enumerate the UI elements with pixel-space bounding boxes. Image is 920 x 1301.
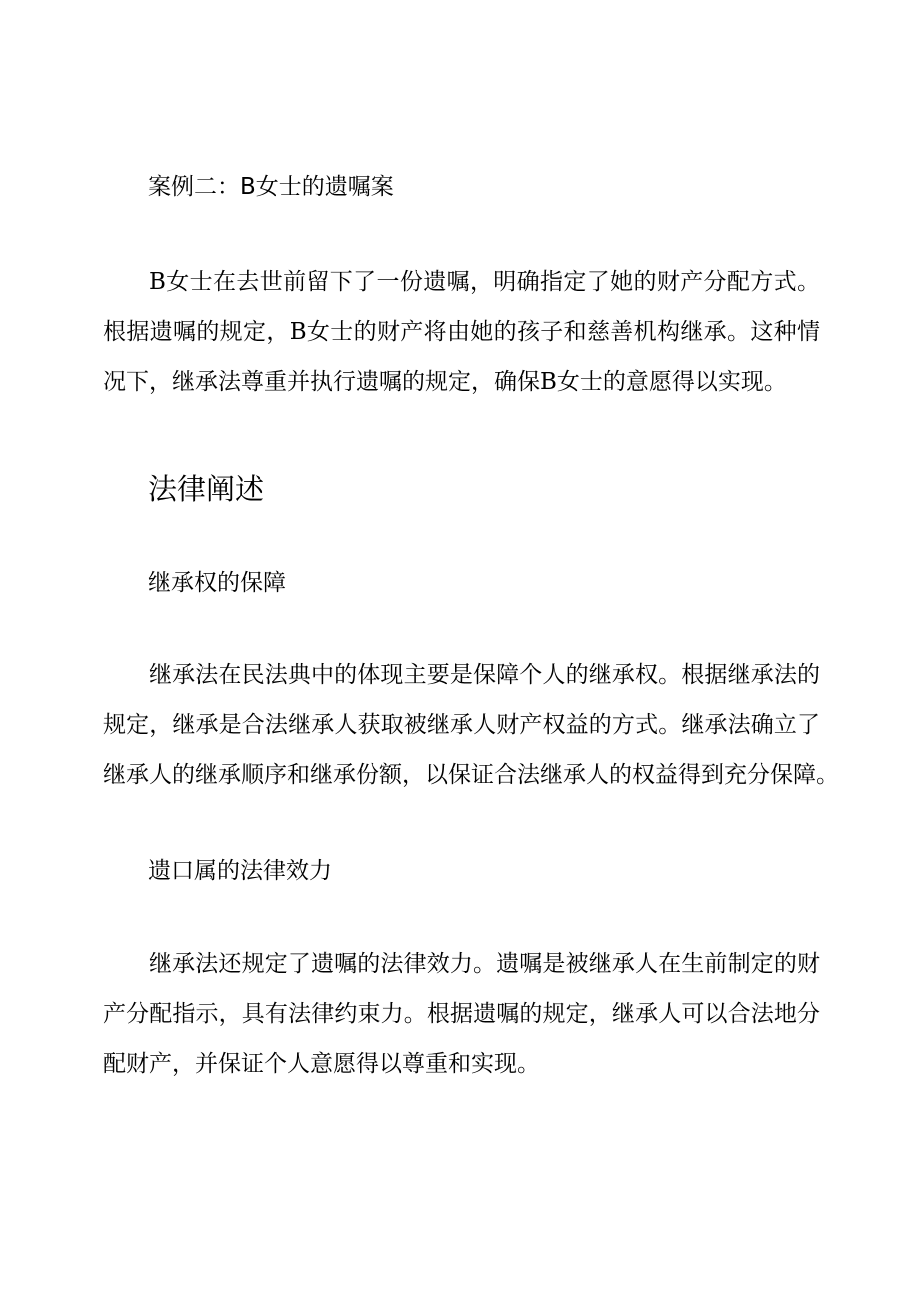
inheritance-right-paragraph [103, 650, 839, 800]
inheritance-right-heading: 继承权的保障 [148, 570, 286, 596]
case2-heading: 案例二：B女士的遗嘱案 [148, 174, 394, 200]
will-effect-line-3: 配财产，并保证个人意愿得以尊重和实现。 [103, 1051, 540, 1077]
inheritance-right-line-1: 继承法在民法典中的体现主要是保障个人的继承权。根据继承法的 [149, 662, 820, 688]
law-section-heading: 法律阐述 [148, 472, 265, 506]
will-effect-heading: 遗口属的法律效力 [148, 858, 332, 884]
inheritance-right-line-3: 继承人的继承顺序和继承份额，以保证合法继承人的权益得到充分保障。 [103, 762, 839, 788]
case2-line-1: B女士在去世前留下了一份遗嘱，明确指定了她的财产分配方式。 [149, 269, 820, 295]
case2-line-3: 况下，继承法尊重并执行遗嘱的规定，确保B女士的意愿得以实现。 [103, 369, 787, 395]
case2-line-2: 根据遗嘱的规定，B女士的财产将由她的孩子和慈善机构继承。这种情 [103, 319, 820, 345]
will-effect-paragraph [103, 939, 820, 1089]
case2-paragraph [103, 257, 820, 407]
will-effect-line-2: 产分配指示，具有法律约束力。根据遗嘱的规定，继承人可以合法地分 [103, 1001, 820, 1027]
will-effect-line-1: 继承法还规定了遗嘱的法律效力。遗嘱是被继承人在生前制定的财 [149, 951, 820, 977]
inheritance-right-line-2: 规定，继承是合法继承人获取被继承人财产权益的方式。继承法确立了 [103, 712, 820, 738]
